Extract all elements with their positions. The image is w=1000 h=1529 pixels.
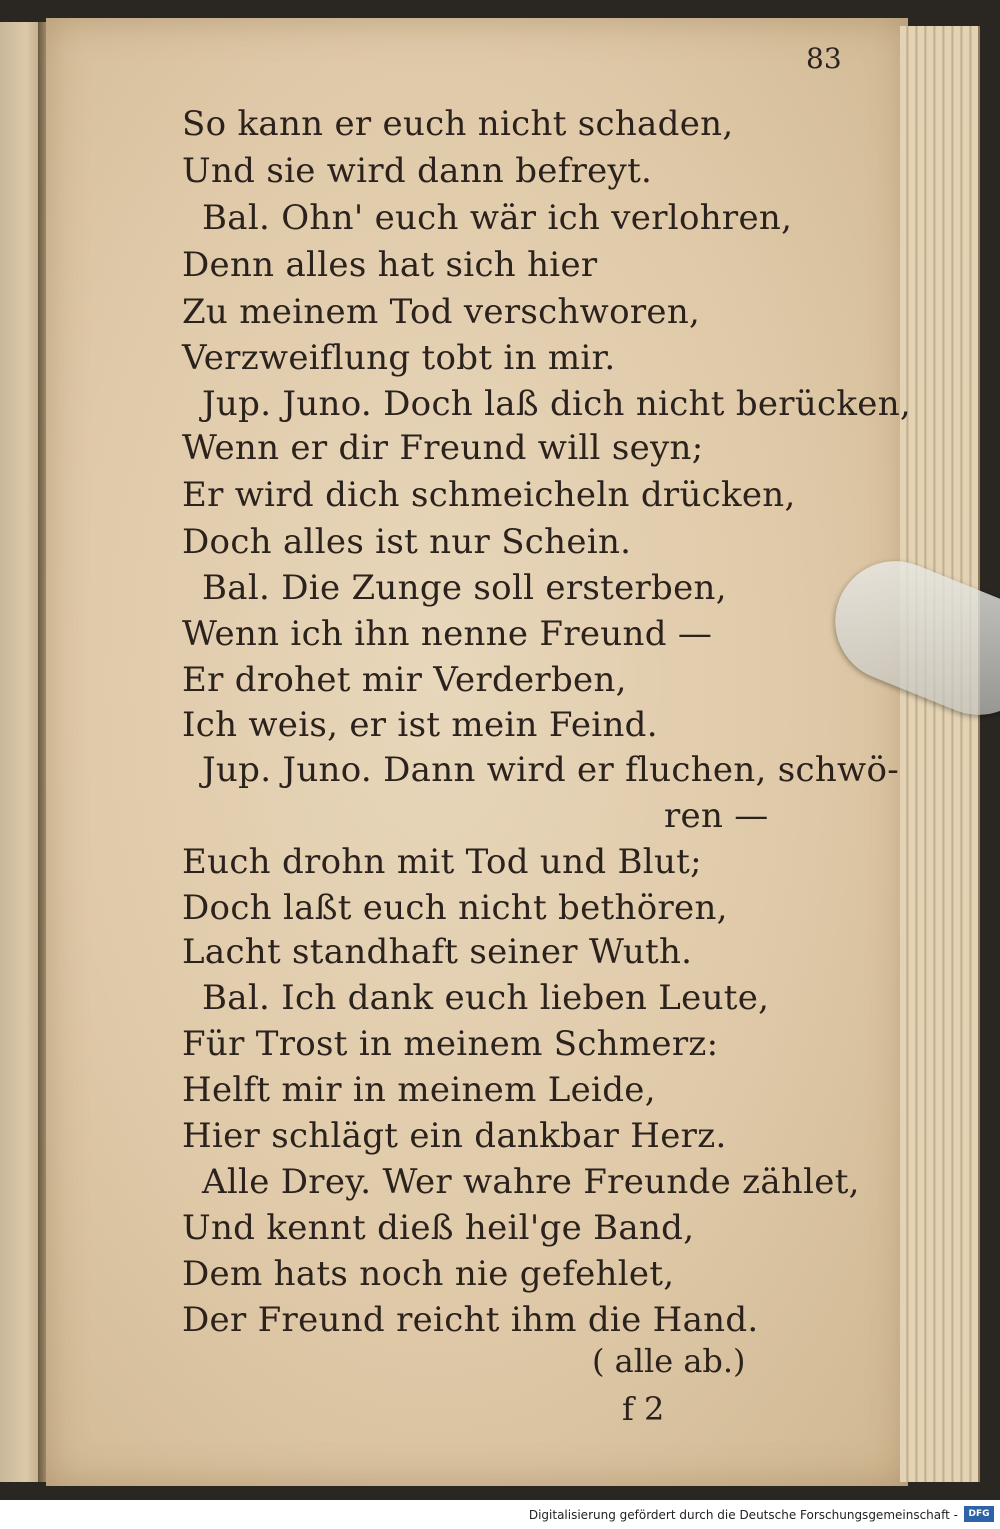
signature-mark: f 2 — [622, 1390, 665, 1428]
verse-line: Euch drohn mit Tod und Blut; — [182, 842, 702, 882]
verse-line: Zu meinem Tod verschworen, — [182, 292, 701, 332]
verse-line: Und sie wird dann befreyt. — [182, 151, 653, 191]
verse-line: Für Trost in meinem Schmerz: — [182, 1024, 719, 1064]
digitization-footer — [0, 1500, 1000, 1529]
verse-line: So kann er euch nicht schaden, — [182, 104, 734, 144]
page-number: 83 — [806, 42, 842, 75]
verse-line: Der Freund reicht ihm die Hand. — [182, 1300, 759, 1340]
verse-line: Hier schlägt ein dankbar Herz. — [182, 1116, 727, 1156]
verse-line: Doch alles ist nur Schein. — [182, 522, 632, 562]
verse-line: Er drohet mir Verderben, — [182, 660, 627, 700]
verse-line: Dem hats noch nie gefehlet, — [182, 1254, 675, 1294]
verse-line: Jup. Juno. Dann wird er fluchen, schwö- — [202, 750, 900, 790]
verse-line: Er wird dich schmeicheln drücken, — [182, 475, 796, 515]
verse-line: Alle Drey. Wer wahre Freunde zählet, — [202, 1162, 860, 1202]
footer-text: Digitalisierung gefördert durch die Deutsche Forschungsgemeinschaft - — [528, 1508, 958, 1522]
page-edges — [900, 26, 980, 1482]
verse-line: ren — — [664, 796, 769, 836]
verse-line: Ich weis, er ist mein Feind. — [182, 705, 658, 745]
verse-line: Wenn ich ihn nenne Freund — — [182, 614, 713, 654]
verse-line: Helft mir in meinem Leide, — [182, 1070, 656, 1110]
verse-line: Doch laßt euch nicht bethören, — [182, 888, 728, 928]
verse-line: Bal. Die Zunge soll ersterben, — [202, 568, 727, 608]
verse-line: Lacht standhaft seiner Wuth. — [182, 932, 693, 972]
verse-line: Wenn er dir Freund will seyn; — [182, 428, 704, 468]
verse-line: Denn alles hat sich hier — [182, 245, 598, 285]
verse-line: Und kennt dieß heil'ge Band, — [182, 1208, 695, 1248]
verse-line: Bal. Ohn' euch wär ich verlohren, — [202, 198, 793, 238]
verse-line: Jup. Juno. Doch laß dich nicht berücken, — [202, 384, 912, 424]
stage-direction: ( alle ab.) — [592, 1342, 746, 1380]
verse-line: Verzweiflung tobt in mir. — [182, 338, 616, 378]
verse-line: Bal. Ich dank euch lieben Leute, — [202, 978, 770, 1018]
dfg-logo-icon: DFG — [964, 1506, 994, 1522]
